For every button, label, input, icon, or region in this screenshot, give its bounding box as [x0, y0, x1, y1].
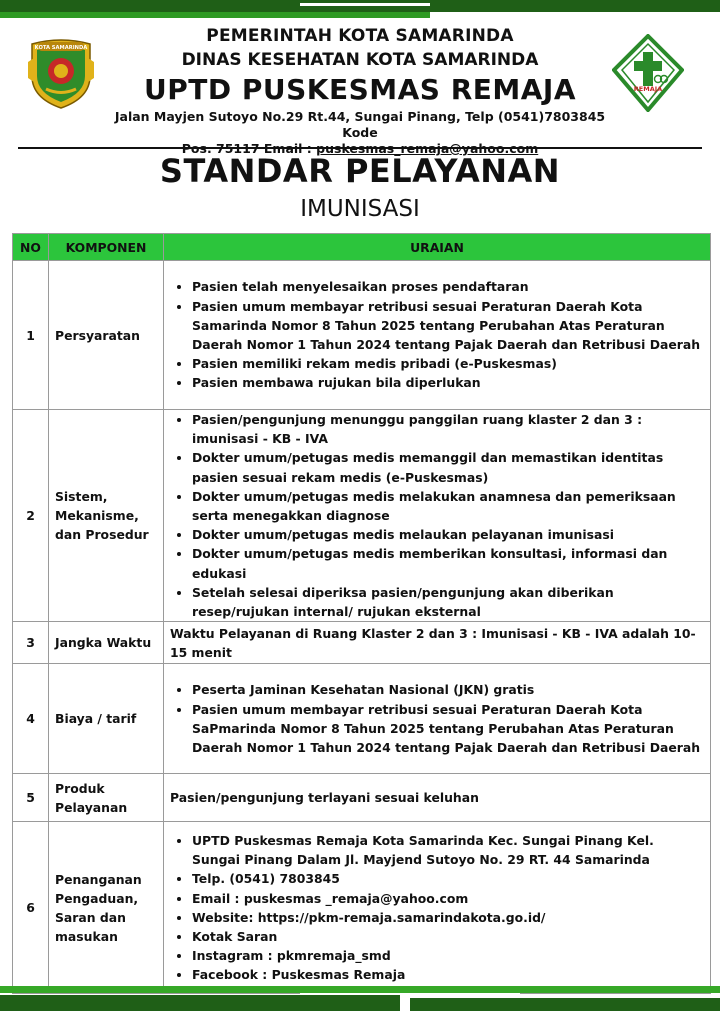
top-stripe-dark — [0, 0, 720, 12]
list-item: • Pasien umum membayar retribusi sesuai Peraturan Daerah Kota SaPmarinda Nomor 8 Tahun 2025 tentang Perubahan Atas Peraturan Daerah Nomor 1 Tahun 2024 tentang Pajak Daerah dan Retribusi Daerah — [192, 700, 704, 758]
list-item: • Telp. (0541) 7803845 — [192, 869, 704, 888]
bottom-stripe-light — [0, 986, 720, 993]
row-number: 2 — [13, 410, 49, 622]
page-subtitle: IMUNISASI — [300, 196, 420, 222]
top-stripe-accent — [300, 3, 430, 6]
row-description — [164, 261, 711, 410]
row-number: 3 — [13, 622, 49, 664]
table-header-row — [13, 234, 711, 261]
header-address — [100, 109, 620, 157]
row-description: Pasien/pengunjung terlayani sesuai keluhan — [164, 774, 711, 822]
list-item: • Dokter umum/petugas medis melaukan pelayanan imunisasi — [192, 525, 704, 544]
bottom-stripe-dark-right — [410, 998, 720, 1011]
header-uraian: URAIAN — [164, 234, 711, 261]
header-department: DINAS KESEHATAN KOTA SAMARINDA — [181, 50, 539, 70]
service-standard-table — [12, 233, 711, 994]
list-item: • Instagram : pkmremaja_smd — [192, 946, 704, 965]
row-component: Persyaratan — [49, 261, 164, 410]
list-item: • Kotak Saran — [192, 927, 704, 946]
list-item: • Dokter umum/petugas medis memberikan konsultasi, informasi dan edukasi — [192, 544, 704, 582]
row-description — [164, 822, 711, 994]
row-number: 1 — [13, 261, 49, 410]
header-institution: UPTD PUSKESMAS REMAJA — [143, 73, 577, 106]
header-no: NO — [13, 234, 49, 261]
row-number: 4 — [13, 664, 49, 774]
row-component: Penanganan Pengaduan, Saran dan masukan — [49, 822, 164, 994]
list-item: • Pasien membawa rujukan bila diperlukan — [192, 373, 704, 392]
row-component: Produk Pelayanan — [49, 774, 164, 822]
row-number: 6 — [13, 822, 49, 994]
list-item: • Peserta Jaminan Kesehatan Nasional (JKN) gratis — [192, 680, 704, 699]
row-component: Sistem, Mekanisme, dan Prosedur — [49, 410, 164, 622]
list-item: • Facebook : Puskesmas Remaja — [192, 965, 704, 984]
table-row-jangka-waktu — [13, 622, 711, 664]
top-stripe-light — [0, 12, 430, 18]
page-title: STANDAR PELAYANAN — [159, 152, 561, 190]
list-item: • Email : puskesmas _remaja@yahoo.com — [192, 889, 704, 908]
row-description — [164, 410, 711, 622]
list-item: • Pasien umum membayar retribusi sesuai Peraturan Daerah Kota Samarinda Nomor 8 Tahun 2025 tentang Perubahan Atas Peraturan Daerah Nomor 1 Tahun 2024 tentang Pajak Daerah dan Retribusi Daerah — [192, 297, 704, 355]
list-item: • Website: https://pkm-remaja.samarindakota.go.id/ — [192, 908, 704, 927]
list-item: • Dokter umum/petugas medis memanggil dan memastikan identitas pasien sesuai rekam medis (e-Puskesmas) — [192, 448, 704, 486]
list-item: • Dokter umum/petugas medis melakukan anamnesa dan pemeriksaan serta menegakkan diagnose — [192, 487, 704, 525]
list-item: • Pasien telah menyelesaikan proses pendaftaran — [192, 277, 704, 296]
header-komponen: KOMPONEN — [49, 234, 164, 261]
list-item: • Setelah selesai diperiksa pasien/pengunjung akan diberikan resep/rujukan internal/ rujukan eksternal — [192, 583, 704, 621]
row-description — [164, 664, 711, 774]
header-address-line: Jalan Mayjen Sutoyo No.29 Rt.44, Sungai Pinang, Telp (0541)7803845 Kode — [114, 109, 606, 140]
table-row-pengaduan — [13, 822, 711, 994]
table-row-prosedur — [13, 410, 711, 622]
row-number: 5 — [13, 774, 49, 822]
table-row-persyaratan — [13, 261, 711, 410]
list-item: • Pasien memiliki rekam medis pribadi (e-Puskesmas) — [192, 354, 704, 373]
svg-text:KOTA SAMARINDA: KOTA SAMARINDA — [34, 45, 88, 51]
puskesmas-remaja-logo — [612, 34, 684, 112]
list-item: • UPTD Puskesmas Remaja Kota Samarinda Kec. Sungai Pinang Kel. Sungai Pinang Dalam Jl. Mayjend Sutoyo No. 29 RT. 44 Samarinda — [192, 831, 704, 869]
header-government: PEMERINTAH KOTA SAMARINDA — [206, 26, 514, 46]
header-divider — [18, 147, 702, 149]
row-component: Biaya / tarif — [49, 664, 164, 774]
list-item: • Pasien/pengunjung menunggu panggilan ruang klaster 2 dan 3 : imunisasi - KB - IVA — [192, 410, 704, 448]
table-row-biaya — [13, 664, 711, 774]
table-row-produk — [13, 774, 711, 822]
bottom-stripe-dark-left — [0, 995, 400, 1011]
row-component: Jangka Waktu — [49, 622, 164, 664]
samarinda-emblem-logo — [24, 34, 98, 110]
svg-text:REMAJA: REMAJA — [633, 85, 663, 93]
row-description: Waktu Pelayanan di Ruang Klaster 2 dan 3 : Imunisasi - KB - IVA adalah 10-15 menit — [164, 622, 711, 664]
